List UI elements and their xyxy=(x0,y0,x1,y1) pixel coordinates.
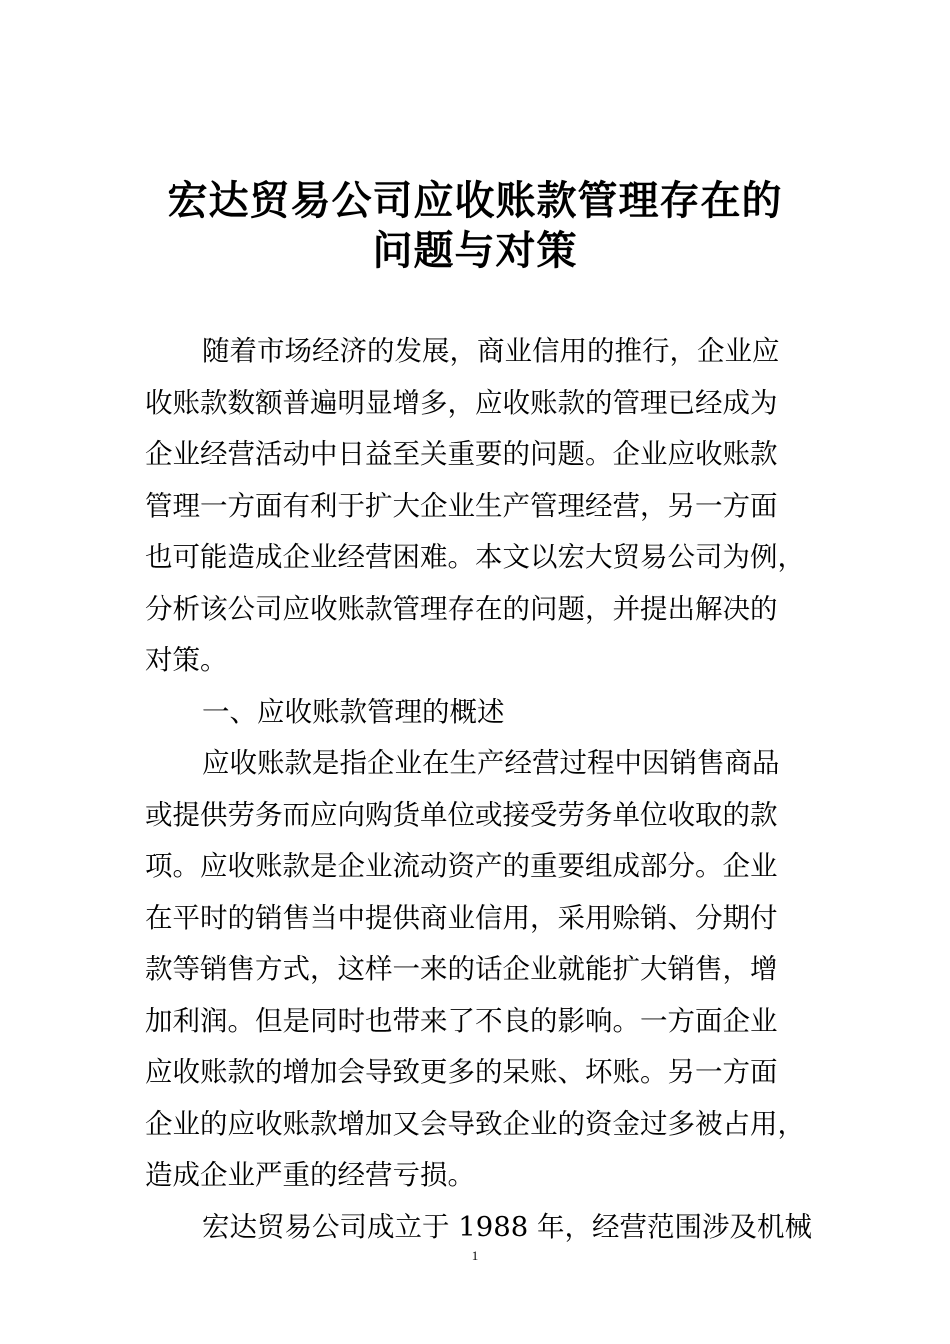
body-line: 管理一方面有利于扩大企业生产管理经营，另一方面 xyxy=(145,489,778,522)
body-line: 对策。 xyxy=(145,644,228,676)
body-line: 项。应收账款是企业流动资产的重要组成部分。企业 xyxy=(145,850,778,882)
body-line: 加利润。但是同时也带来了不良的影响。一方面企业 xyxy=(145,1004,778,1037)
document-body xyxy=(145,326,825,1253)
body-line: 款等销售方式，这样一来的话企业就能扩大销售，增 xyxy=(145,953,778,985)
document-title-line-2: 问题与对策 xyxy=(372,228,578,274)
body-line: 在平时的销售当中提供商业信用，采用赊销、分期付 xyxy=(145,901,778,934)
section-heading: 一、应收账款管理的概述 xyxy=(202,695,505,728)
body-line: 应收账款的增加会导致更多的呆账、坏账。另一方面 xyxy=(145,1056,778,1088)
body-line: 也可能造成企业经营困难。本文以宏大贸易公司为例， xyxy=(145,541,805,573)
body-line: 收账款数额普遍明显增多，应收账款的管理已经成为 xyxy=(145,386,778,419)
body-line: 造成企业严重的经营亏损。 xyxy=(145,1159,475,1191)
body-line: 应收账款是指企业在生产经营过程中因销售商品 xyxy=(202,747,780,779)
page-number: 1 xyxy=(471,1248,479,1263)
body-line: 或提供劳务而应向购货单位或接受劳务单位收取的款 xyxy=(145,798,778,831)
body-line: 企业经营活动中日益至关重要的问题。企业应收账款 xyxy=(145,438,778,470)
document-title-line-1: 宏达贸易公司应收账款管理存在的 xyxy=(167,178,783,224)
body-line: 宏达贸易公司成立于 1988 年，经营范围涉及机械 xyxy=(202,1210,812,1243)
body-line: 分析该公司应收账款管理存在的问题，并提出解决的 xyxy=(145,592,778,625)
body-line: 随着市场经济的发展，商业信用的推行，企业应 xyxy=(202,335,780,367)
body-line: 企业的应收账款增加又会导致企业的资金过多被占用， xyxy=(145,1107,805,1140)
